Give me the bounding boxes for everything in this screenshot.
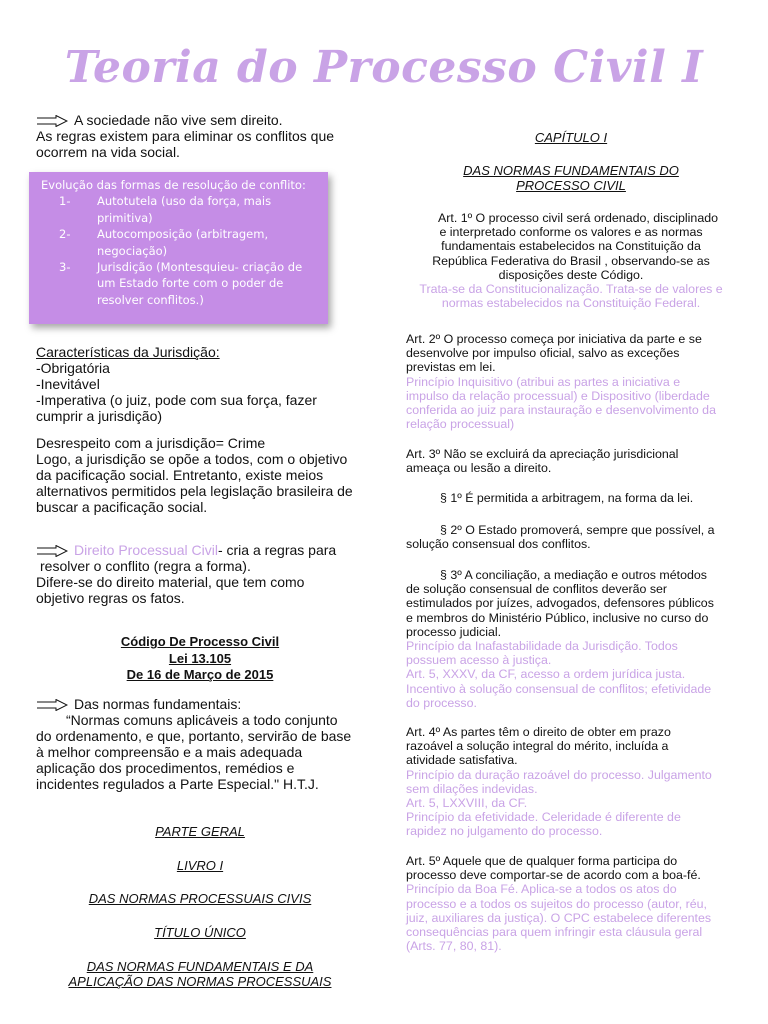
desrespeito-paragraph — [36, 435, 371, 515]
direito-processual-rest: - cria a regras para — [217, 542, 337, 558]
art4-note-line-2: sem dilações indevidas. — [406, 781, 538, 796]
desrespeito-line-2: Logo, a jurisdição se opõe a todos, com o objetivo — [36, 451, 348, 467]
normas-title: Das normas fundamentais: — [74, 696, 242, 712]
art4-line-1: Art. 4º As partes têm o direito de obter em prazo — [406, 725, 671, 739]
art2-note-line-4: relação processual) — [406, 417, 515, 432]
capitulo-block — [406, 130, 736, 145]
codigo-data: De 16 de Março de 2015 — [126, 667, 274, 682]
art1-line-5: disposições deste Código. — [498, 267, 644, 282]
das-normas-line-2: PROCESSO CIVIL — [516, 178, 626, 193]
dpc-line-3: objetivo regras os fatos. — [36, 590, 185, 606]
intro-line-2: As regras existem para eliminar os conflitos que — [36, 128, 335, 144]
box-item-2: 2- Autocomposição (arbitragem, negociação) — [59, 227, 269, 258]
heading-parte-geral: PARTE GERAL — [155, 824, 245, 839]
art3-p3-line-1: § 3º A conciliação, a mediação e outros métodos — [440, 568, 707, 582]
art1-line-4: República Federativa do Brasil , observando-se as — [432, 253, 710, 268]
art2-line-3: previstas em lei. — [406, 360, 496, 375]
box-list — [41, 193, 320, 308]
normas-quote-line-4: aplicação dos procedimentos, remédios e — [36, 760, 295, 776]
art3-p1-text: § 1º É permitida a arbitragem, na forma da lei. — [440, 491, 694, 505]
conflict-resolution-box — [29, 172, 328, 324]
caracteristica-2: -Inevitável — [36, 376, 100, 392]
intro-paragraph — [36, 112, 366, 160]
normas-quote-line-5: incidentes regulados a Parte Especial." H.T.J. — [36, 776, 319, 792]
caracteristica-1: -Obrigatória — [36, 360, 110, 376]
art3-p2-line-2: solução consensual dos conflitos. — [406, 537, 591, 552]
art2-line-2: desenvolve por impulso oficial, salvo as exceções — [406, 346, 680, 361]
heading-normas-processuais: DAS NORMAS PROCESSUAIS CIVIS — [88, 891, 312, 906]
art4-block — [406, 725, 736, 839]
art2-line-1: Art. 2º O processo começa por iniciativa da parte e se — [406, 332, 702, 346]
art5-note-line-5: (Arts. 77, 80, 81). — [406, 939, 502, 954]
heading-final-line-1: DAS NORMAS FUNDAMENTAIS E DA — [86, 959, 314, 974]
capitulo-heading: CAPÍTULO I — [534, 130, 608, 145]
caracteristica-4: cumprir a jurisdição) — [36, 408, 163, 424]
art3-line-2: ameaça ou lesão a direito. — [406, 461, 552, 476]
art3-p2-line-1: § 2º O Estado promoverá, sempre que possível, a — [440, 523, 715, 537]
arrow-icon — [36, 115, 68, 127]
desrespeito-line-4: alternativos permitidos pela legislação brasileira de — [36, 483, 353, 499]
intro-line-3: ocorrem na vida social. — [36, 144, 180, 160]
art1-line-1: Art. 1º O processo civil será ordenado, disciplinado — [437, 211, 718, 225]
art3-note-line-2: possuem acesso à justiça. — [406, 653, 552, 668]
art3-block — [406, 447, 736, 475]
art4-note-line-5: rapidez no julgamento do processo. — [406, 824, 603, 839]
normas-quote-line-2: do ordenamento, e que, portanto, servirão de base — [36, 728, 352, 744]
dpc-line-1: resolver o conflito (regra a forma). — [40, 558, 251, 574]
art3-note-line-5: do processo. — [406, 695, 477, 710]
codigo-block — [36, 634, 364, 684]
box-item-1: 1- Autotutela (uso da força, mais primitiva) — [59, 194, 272, 225]
art2-note-line-3: conferida ao juiz para instauração e desenvolvimento da — [406, 403, 716, 418]
art3-paragraph-3 — [406, 568, 736, 710]
heading-livro-i: LIVRO I — [176, 858, 224, 873]
codigo-title: Código De Processo Civil — [120, 634, 280, 649]
normas-quote-line-1: “Normas comuns aplicáveis a todo conjunto — [66, 712, 338, 728]
art3-line-1: Art. 3º Não se excluirá da apreciação jurisdicional — [406, 447, 679, 461]
art3-note-line-3: Art. 5, XXXV, da CF, acesso a ordem jurídica justa. — [406, 667, 686, 682]
caracteristica-3: -Imperativa (o juiz, pode com sua força, fazer — [36, 392, 317, 408]
art3-p3-line-3: estimulados por juízes, advogados, defensores públicos — [406, 596, 714, 611]
page-title: Teoria do Processo Civil I — [64, 42, 704, 93]
art5-line-1: Art. 5º Aquele que de qualquer forma participa do — [406, 854, 678, 868]
art1-line-3: fundamentais estabelecidos na Constituição da — [441, 239, 701, 254]
art1-note-line-1: Trata-se da Constitucionalização. Trata-se de valores e — [419, 282, 723, 297]
box-item-3: 3- Jurisdição (Montesquieu- criação de um Estado forte com o poder de resolver conflitos.) — [59, 260, 303, 307]
arrow-icon — [36, 545, 68, 557]
art4-note-line-4: Princípio da efetividade. Celeridade é diferente de — [406, 810, 681, 825]
caracteristicas-section — [36, 344, 364, 424]
caracteristicas-title: Características da Jurisdição: — [36, 344, 220, 360]
art5-note-line-4: consequências para quem infringir esta cláusula geral — [406, 925, 703, 940]
art2-note-line-1: Princípio Inquisitivo (atribui as partes a iniciativa e — [406, 374, 681, 389]
art5-note-line-3: juiz, auxiliares da justiça). O CPC estabelece diferentes — [406, 910, 712, 925]
intro-line-1: A sociedade não vive sem direito. — [74, 112, 283, 128]
art3-note-line-4: Incentivo à solução consensual de conflitos; efetividade — [406, 681, 712, 696]
art2-note-line-2: impulso da relação processual) e Dispositivo (liberdade — [406, 388, 710, 403]
normas-fundamentais-paragraph — [36, 696, 371, 792]
desrespeito-line-1: Desrespeito com a jurisdição= Crime — [36, 435, 266, 451]
art3-p3-line-4: e membros do Ministério Público, inclusive no curso do — [406, 610, 709, 625]
art3-p3-line-2: de solução consensual de conflitos deverão ser — [406, 582, 668, 597]
art4-note-line-1: Princípio da duração razoável do processo. Julgamento — [406, 767, 712, 782]
art3-p3-line-5: processo judicial. — [406, 624, 502, 639]
desrespeito-line-5: buscar a pacificação social. — [36, 499, 208, 515]
art1-line-2: e interpretado conforme os valores e as normas — [439, 225, 703, 240]
art5-block — [406, 854, 736, 953]
direito-processual-paragraph — [36, 542, 371, 606]
art1-block — [406, 211, 736, 310]
heading-titulo-unico: TÍTULO ÚNICO — [154, 925, 246, 940]
art5-note-line-1: Princípio da Boa Fé. Aplica-se a todos os atos do — [406, 882, 677, 897]
dpc-line-2: Difere-se do direito material, que tem como — [36, 574, 305, 590]
arrow-icon — [36, 699, 68, 711]
codigo-lei: Lei 13.105 — [168, 650, 232, 666]
art3-note-line-1: Princípio da Inafastabilidade da Jurisdição. Todos — [406, 639, 678, 654]
das-normas-heading — [406, 163, 736, 193]
das-normas-line-1: DAS NORMAS FUNDAMENTAIS DO — [463, 163, 679, 178]
art5-line-2: processo deve comportar-se de acordo com a boa-fé. — [406, 868, 701, 883]
art4-note-line-3: Art. 5, LXXVIII, da CF. — [406, 796, 528, 811]
heading-final-line-2: APLICAÇÃO DAS NORMAS PROCESSUAIS — [68, 974, 332, 989]
normas-quote-line-3: à melhor compreensão e a mais adequada — [36, 744, 303, 760]
art5-note-line-2: processo e a todos os sujeitos do processo (autor, réu, — [406, 896, 707, 911]
art4-line-3: atividade satisfativa. — [406, 753, 518, 768]
direito-processual-highlight: Direito Processual Civil — [74, 542, 218, 558]
art2-block — [406, 332, 736, 431]
box-heading: Evolução das formas de resolução de conflito: — [41, 178, 306, 192]
desrespeito-line-3: da pacificação social. Entretanto, existe meios — [36, 467, 324, 483]
art3-paragraph-1 — [406, 491, 736, 505]
art3-paragraph-2 — [406, 523, 736, 551]
art4-line-2: razoável a solução integral do mérito, incluída a — [406, 739, 669, 754]
art1-note-line-2: normas estabelecidos na Constituição Federal. — [441, 296, 701, 311]
